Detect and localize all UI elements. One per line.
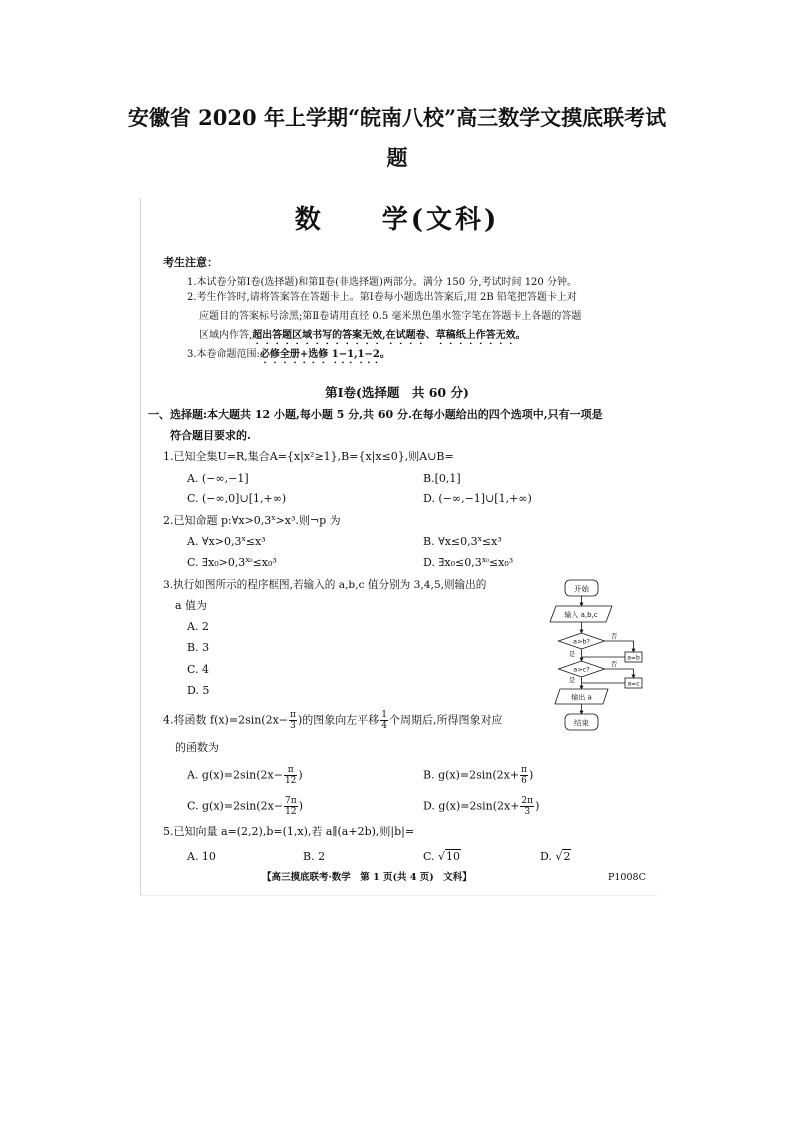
question-4-option-c (187, 796, 303, 817)
radicand: 2 (563, 850, 571, 863)
exponent: x (271, 513, 276, 522)
option-text: ≤x³ (245, 535, 266, 548)
question-2-option-b (423, 535, 502, 549)
yes-label: 是 (568, 676, 576, 684)
question-5-option-a: A. 10 (187, 850, 216, 863)
paper-code: P1008C (608, 872, 646, 883)
document-title-line2: 题 (386, 145, 408, 170)
denominator: 12 (284, 776, 297, 786)
numerator: 1 (381, 710, 387, 720)
question-5-stem: 5.已知向量 a=(2,2),b=(1,x),若 a∥(a+2b),则|b|= (163, 825, 415, 838)
question-3-option-a: A. 2 (187, 620, 209, 633)
exponent: x₀ (245, 555, 253, 564)
question-2-option-c (187, 556, 277, 570)
no-label: 否 (610, 632, 618, 640)
question-1-option-a: A. (−∞,−1] (187, 472, 249, 485)
notice-line (199, 329, 526, 347)
option-text: ) (298, 799, 303, 813)
exponent: x (241, 534, 246, 543)
option-text: B. ∀x≤0,3 (423, 535, 478, 548)
question-3-stem: 3.执行如图所示的程序框图,若输入的 a,b,c 值分别为 3,4,5,则输出的 (163, 579, 487, 591)
fraction (284, 765, 297, 786)
option-text: ) (535, 799, 540, 813)
stem-text: 个周期后,所得图象对应 (388, 713, 503, 727)
question-4-option-a (187, 765, 303, 786)
decision-1-label: a>b? (572, 637, 591, 646)
question-4-option-d (423, 796, 539, 817)
input-label: 输入 a,b,c (564, 611, 598, 619)
question-4-stem (163, 710, 502, 731)
assign-1-label: a=b (627, 654, 640, 662)
radicand: 10 (446, 850, 461, 863)
numerator: 7π (285, 796, 297, 806)
notice-emphasis: 必修全册+选修 1−1,1−2。 (259, 349, 390, 360)
notice-emphasis: 超出答题区域书写的答案无效,在试题卷、草稿纸上作答无效。 (252, 330, 526, 341)
question-1-option-b: B.[0,1] (423, 472, 461, 485)
option-text: C. √ (423, 850, 446, 863)
question-5-option-c (423, 850, 461, 864)
option-text: ) (298, 768, 303, 782)
notice-text: 3.本卷命题范围: (187, 349, 260, 360)
no-label: 否 (610, 660, 618, 668)
denominator: 12 (285, 807, 297, 817)
section-instructions: 一、选择题:本大题共 12 小题,每小题 5 分,共 60 分.在每小题给出的四个选项中,只有一项是 (148, 408, 603, 421)
fraction (289, 710, 297, 731)
exponent: x₀ (481, 555, 489, 564)
subject-heading: 数 学(文科) (294, 205, 500, 235)
option-text: C. ∃x₀>0,3 (187, 556, 246, 569)
part1-heading: 第Ⅰ卷(选择题 共 60 分) (325, 385, 469, 400)
decision-2-label: a>c? (573, 665, 590, 674)
numerator: π (290, 710, 296, 720)
fraction (520, 765, 528, 786)
option-text: B. g(x)=2sin(2x+ (423, 768, 520, 782)
page-footer: 【高三摸底联考·数学 第 1 页(共 4 页) 文科】 (262, 872, 472, 883)
option-text: ) (529, 768, 534, 782)
option-text: ≤x₀³ (488, 556, 514, 569)
option-text: ≤x³ (481, 535, 502, 548)
assign-2-label: a=c (627, 680, 640, 688)
flow-arrow-no (605, 669, 634, 678)
question-2-option-d (423, 556, 513, 570)
section-instructions: 符合题目要求的. (170, 429, 251, 442)
denominator: 3 (524, 807, 531, 817)
numerator: π (284, 765, 297, 776)
option-text: A. ∀x>0,3 (187, 535, 242, 548)
notice-label: 考生注意： (163, 256, 218, 269)
question-1-option-d: D. (−∞,−1]∪[1,+∞) (423, 492, 532, 505)
question-4-option-b (423, 765, 533, 786)
question-3-option-b: B. 3 (187, 641, 210, 654)
question-5-option-d (540, 850, 571, 864)
numerator: π (521, 765, 527, 775)
option-text: C. g(x)=2sin(2x− (187, 799, 284, 813)
question-4-stem: 的函数为 (175, 741, 219, 754)
output-label: 输出 a (571, 693, 592, 702)
question-1-option-c: C. (−∞,0]∪[1,+∞) (187, 492, 287, 505)
question-2-option-a (187, 535, 266, 549)
fraction (284, 796, 298, 817)
program-flowchart (548, 577, 644, 735)
denominator: 6 (521, 776, 527, 786)
notice-line: 2.考生作答时,请将答案答在答题卡上。第Ⅰ卷每小题选出答案后,用 2B 铅笔把答题卡上对 (187, 292, 577, 303)
yes-label: 是 (568, 650, 576, 658)
stem-text: 4.将函数 f(x)=2sin(2x− (163, 713, 289, 727)
option-text: D. √ (540, 850, 563, 863)
option-text: A. g(x)=2sin(2x− (187, 768, 283, 782)
option-text: D. ∃x₀≤0,3 (423, 556, 482, 569)
question-3-option-c: C. 4 (187, 663, 210, 676)
question-1-stem: 1.已知全集U=R,集合A={x|x²≥1},B={x|x≤0},则A∪B= (163, 450, 454, 463)
exponent: x (477, 534, 482, 543)
notice-line: 应题目的答案标号涂黑;第Ⅱ卷请用直径 0.5 毫米黑色墨水签字笔在答题卡上各题的答题 (199, 311, 582, 322)
denominator: 4 (381, 721, 387, 731)
fraction (380, 710, 388, 731)
stem-text: 2.已知命题 p:∀x>0,3 (163, 514, 272, 527)
stem-text: )的图象向左平移 (297, 713, 380, 727)
document-title-line1: 安徽省 2020 年上学期“皖南八校”高三数学文摸底联考试 (127, 105, 667, 130)
question-2-stem (163, 514, 341, 528)
flow-arrow-no (605, 641, 634, 652)
end-label: 结束 (574, 718, 589, 728)
question-3-stem: a 值为 (175, 599, 208, 612)
notice-line: 1.本试卷分第Ⅰ卷(选择题)和第Ⅱ卷(非选择题)两部分。满分 150 分,考试时间 120 分钟。 (187, 277, 577, 288)
question-5-option-b: B. 2 (303, 850, 326, 863)
notice-line (187, 348, 390, 366)
stem-text: >x³.则¬p 为 (275, 514, 341, 527)
start-label: 开始 (574, 584, 589, 594)
notice-text: 区域内作答, (199, 330, 253, 341)
numerator: 2π (521, 796, 534, 806)
option-text: ≤x₀³ (252, 556, 277, 569)
option-text: D. g(x)=2sin(2x+ (423, 799, 520, 813)
question-3-option-d: D. 5 (187, 684, 210, 697)
fraction (520, 796, 534, 817)
denominator: 3 (290, 721, 296, 731)
